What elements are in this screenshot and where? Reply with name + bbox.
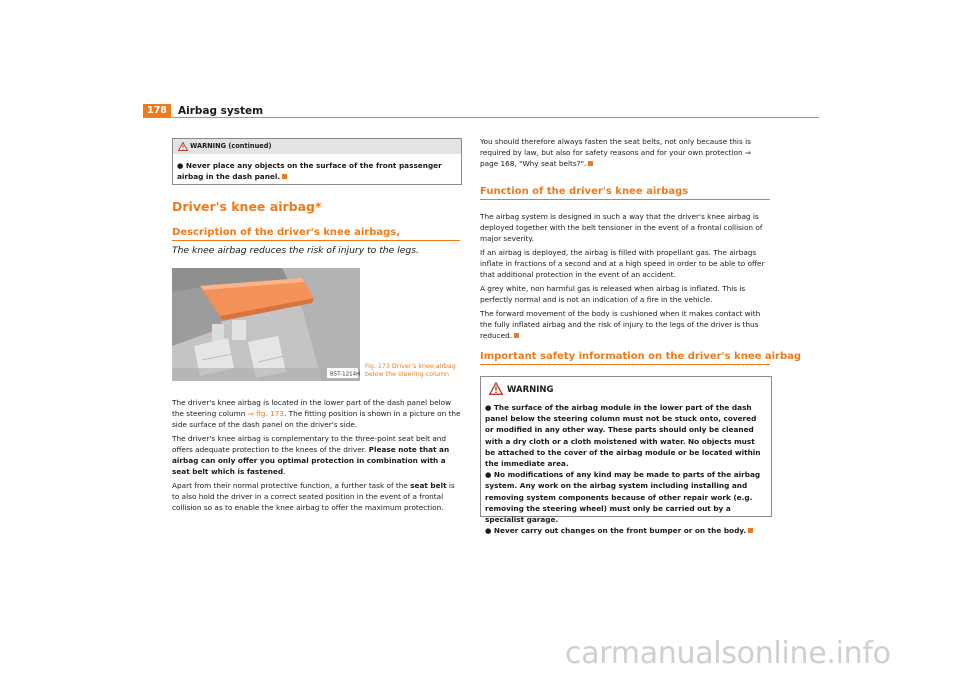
bullet-icon: ● (177, 161, 186, 170)
safety-heading: Important safety information on the driver's knee airbag (480, 351, 802, 362)
function-paragraph-2: If an airbag is deployed, the airbag is filled with propellant gas. The airbags inflate in fractions of a second and at a high speed in order to be able to offer that additional protection in the event of an accident. (480, 248, 765, 279)
warning-continued-box (172, 138, 462, 185)
function-paragraph-3: A grey white, non harmful gas is released when airbag is inflated. This is perfectly normal and is not an indication of a fire in the vehicle. (480, 284, 746, 304)
knee-airbag-subtitle: The knee airbag reduces the risk of injury to the legs. (172, 245, 419, 256)
end-mark-icon (748, 528, 753, 533)
knee-airbag-heading: Driver's knee airbag* (172, 199, 322, 214)
figure-reference-link[interactable]: ⇒ fig. 173 (247, 409, 284, 418)
function-paragraph-4: The forward movement of the body is cushioned when it makes contact with the fully inflated airbag and the risk of injury to the legs of the driver is thus reduced. (480, 309, 761, 340)
function-paragraph-1: The airbag system is designed in such a way that the driver's knee airbag is deployed together with the belt tensioner in the event of a frontal collision of major severity. (480, 212, 763, 243)
knee-airbag-figure (172, 268, 360, 381)
warning-bullet-2: ● No modifications of any kind may be made to parts of the airbag system. Any work on the airbag system including installing and removing system components because of other repair work (e.g. removing the steering wheel) must only be carried out by a specialist garage. (485, 470, 761, 525)
bullet-icon: ● (485, 403, 494, 412)
figure-caption: Fig. 173 Driver's knee airbag below the steering column (365, 363, 456, 378)
paragraph-location: The driver's knee airbag is located in the lower part of the dash panel below the steering column ⇒ fig. 173. The fitting position is shown in a picture on the side surface of the dash panel on the driver's side. (172, 398, 461, 429)
warning-bullet-1: ● The surface of the airbag module in the lower part of the dash panel below the steering column must not be stuck onto, covered or modified in any other way. These parts should only be cleaned with a dry cloth or a cloth moistened with water. No objects must be attached to the cover of the airbag module or be located within the immediate area. (485, 403, 761, 469)
end-mark-icon (282, 174, 287, 179)
end-mark-icon (514, 333, 519, 338)
section-title: Airbag system (178, 105, 264, 117)
header-rule (143, 117, 819, 118)
warning-continued-label: WARNING (continued) (190, 142, 272, 150)
safety-heading-rule (480, 364, 770, 365)
warning-title: WARNING (507, 385, 554, 395)
paragraph-seat-belt: Apart from their normal protective function, a further task of the seat belt is to also hold the driver in a correct seated position in the event of a frontal collision so as to enable the knee airbag to offer the maximum protection. (172, 481, 455, 512)
page-number: 178 (143, 104, 171, 118)
left-body-text (172, 397, 462, 516)
function-body-text (480, 211, 770, 344)
subheading-rule (172, 240, 460, 241)
warning-box (480, 376, 772, 536)
description-subheading: Description of the driver's knee airbags, (172, 227, 401, 238)
figure-code: B5T-1214H (330, 371, 360, 378)
watermark-text: carmanualsonline.info (565, 636, 891, 671)
function-heading: Function of the driver's knee airbags (480, 186, 689, 197)
paragraph-complementary: The driver's knee airbag is complementary to the three-point seat belt and offers adequate protection to the knees of the driver. Please note that an airbag can only offer you optimal protection in combination with a seat belt which is fastened. (172, 434, 450, 476)
bullet-icon: ● (485, 526, 494, 536)
right-intro-text: You should therefore always fasten the seat belts, not only because this is required by law, but also for safety reasons and for your own protection ⇒ page 168, "Why seat belts?". (480, 137, 751, 168)
warning-triangle-icon (489, 382, 503, 395)
warning-bullet-3: ● Never carry out changes on the front bumper or on the body. (485, 525, 767, 536)
function-heading-rule (480, 199, 770, 200)
knee-airbag-illustration (172, 268, 360, 381)
end-mark-icon (588, 161, 593, 166)
warning-text (485, 402, 767, 536)
warning-continued-text: ● Never place any objects on the surface of the front passenger airbag in the dash panel. (177, 161, 442, 181)
bullet-icon: ● (485, 470, 494, 480)
warning-triangle-icon (178, 142, 188, 151)
